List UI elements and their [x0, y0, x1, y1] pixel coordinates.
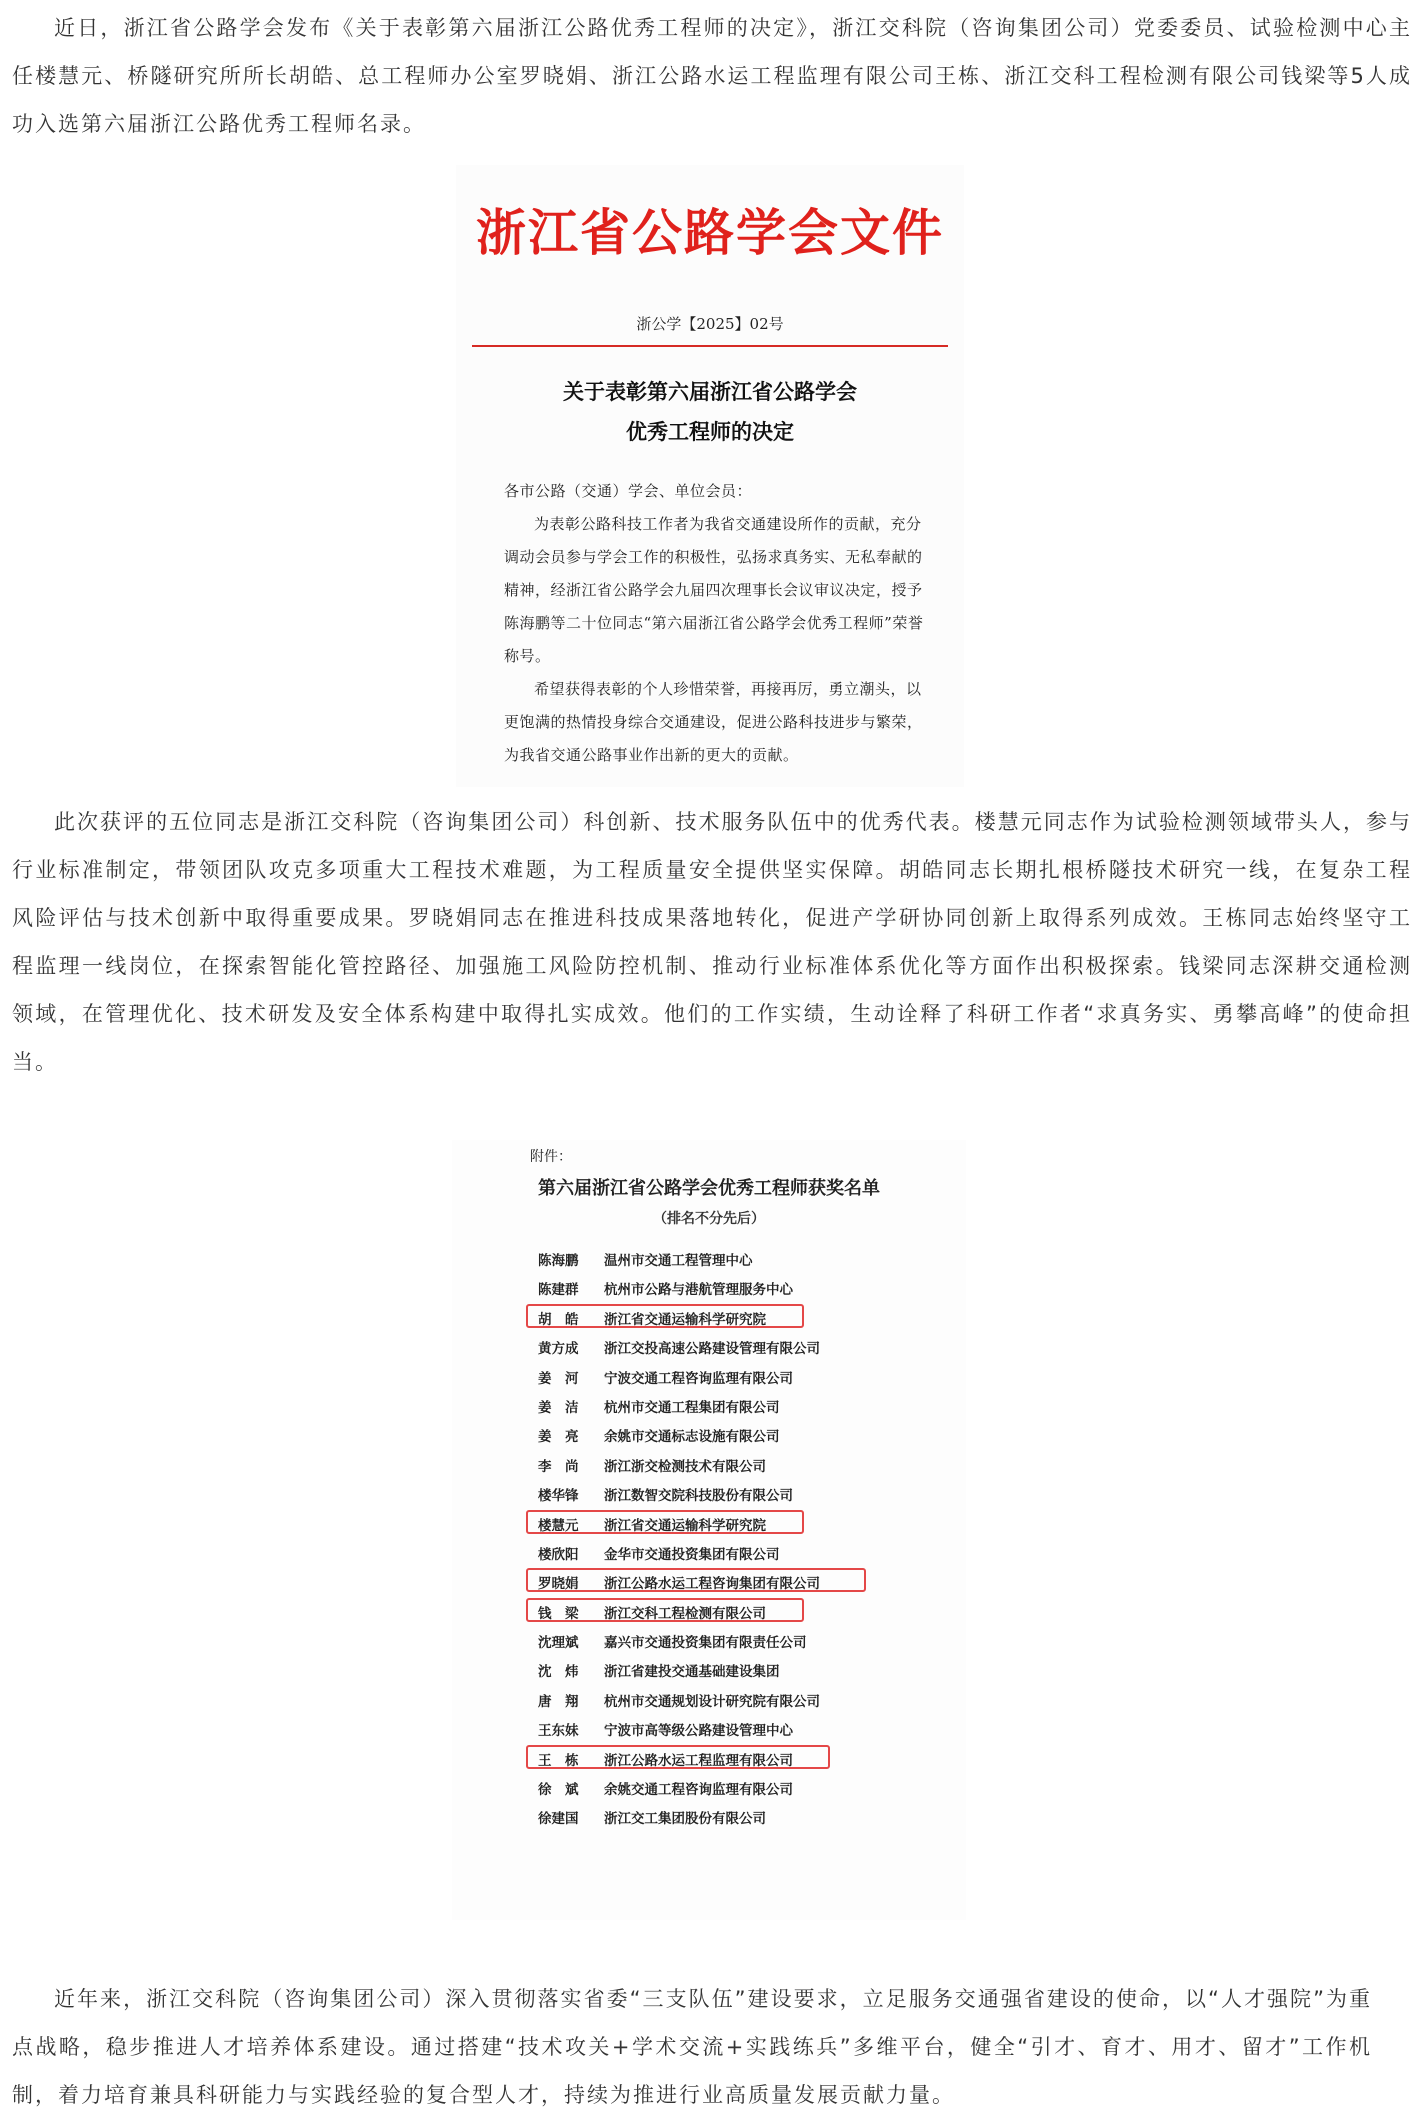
list-item [452, 1772, 966, 1801]
list-item [452, 1684, 966, 1713]
entry-name: 王 栋 [538, 1752, 579, 1769]
header-divider [472, 345, 948, 347]
entry-name: 徐建国 [538, 1811, 579, 1828]
list-item [452, 1272, 966, 1301]
award-list [452, 1243, 966, 1831]
document-salutation: 各市公路（交通）学会、单位会员： [504, 482, 753, 500]
entry-org: 宁波交通工程咨询监理有限公司 [604, 1370, 793, 1387]
list-item [452, 1331, 966, 1360]
award-list-image [452, 1140, 966, 1920]
list-item [452, 1625, 966, 1654]
list-item [452, 1537, 966, 1566]
list-item-highlighted [452, 1508, 966, 1537]
list-item [452, 1419, 966, 1448]
entry-name: 沈 炜 [538, 1664, 579, 1681]
entry-org: 浙江公路水运工程监理有限公司 [604, 1752, 793, 1769]
entry-org: 金华市交通投资集团有限公司 [604, 1546, 780, 1563]
document-number: 浙公学【2025】02号 [636, 315, 784, 333]
entry-org: 浙江交科工程检测有限公司 [604, 1605, 766, 1622]
entry-name: 罗晓娟 [538, 1576, 579, 1593]
list-item [452, 1713, 966, 1742]
closing-paragraph: 近年来，浙江交科院（咨询集团公司）深入贯彻落实省委“三支队伍”建设要求，立足服务交通强省建设的使命，以“人才强院”为重点战略，稳步推进人才培养体系建设。通过搭建“技术攻关+学术交流+实践练兵”多维平台，健全“引才、育才、用才、留才”工作机制，着力培育兼具科研能力与实践经验的复合型人才，持续为推进行业高质量发展贡献力量。 [12, 1987, 1372, 2107]
entry-name: 王东妹 [538, 1723, 579, 1740]
document-title [456, 372, 964, 452]
entry-name: 李 尚 [538, 1458, 579, 1475]
list-item [452, 1801, 966, 1830]
list-item-highlighted [452, 1302, 966, 1331]
entry-name: 唐 翔 [538, 1693, 579, 1710]
document-title-line1: 关于表彰第六届浙江省公路学会 [563, 379, 857, 404]
list-subtitle: （排名不分先后） [653, 1211, 765, 1227]
list-item-highlighted [452, 1743, 966, 1772]
entry-name: 陈海鹏 [538, 1253, 579, 1269]
entry-name: 钱 梁 [538, 1605, 579, 1622]
entry-org: 浙江公路水运工程咨询集团有限公司 [604, 1576, 820, 1593]
entry-org: 余姚市交通标志设施有限公司 [604, 1429, 780, 1446]
entry-org: 杭州市交通规划设计研究院有限公司 [604, 1693, 820, 1710]
list-item-highlighted [452, 1596, 966, 1625]
intro-paragraph: 近日，浙江省公路学会发布《关于表彰第六届浙江公路优秀工程师的决定》，浙江交科院（咨询集团公司）党委委员、试验检测中心主任楼慧元、桥隧研究所所长胡皓、总工程师办公室罗晓娟、浙江公路水运工程监理有限公司王栋、浙江交科工程检测有限公司钱梁等5人成功入选第六届浙江公路优秀工程师名录。 [12, 16, 1412, 136]
decision-document-image [456, 165, 964, 787]
entry-name: 徐 斌 [538, 1782, 579, 1799]
entry-org: 温州市交通工程管理中心 [604, 1253, 753, 1269]
entry-org: 浙江省交通运输科学研究院 [604, 1517, 766, 1534]
entry-org: 浙江省交通运输科学研究院 [604, 1311, 766, 1328]
entry-org: 杭州市交通工程集团有限公司 [604, 1399, 780, 1416]
document-header: 浙江省公路学会文件 [476, 204, 944, 262]
list-item [452, 1654, 966, 1683]
entry-name: 胡 皓 [538, 1311, 579, 1328]
body-paragraph: 此次获评的五位同志是浙江交科院（咨询集团公司）科创新、技术服务队伍中的优秀代表。楼慧元同志作为试验检测领域带头人，参与行业标准制定，带领团队攻克多项重大工程技术难题，为工程质量安全提供坚实保障。胡皓同志长期扎根桥隧技术研究一线，在复杂工程风险评估与技术创新中取得重要成果。罗晓娟同志在推进科技成果落地转化，促进产学研协同创新上取得系列成效。王栋同志始终坚守工程监理一线岗位，在探索智能化管控路径、加强施工风险防控机制、推动行业标准体系优化等方面作出积极探索。钱梁同志深耕交通检测领域，在管理优化、技术研发及安全体系构建中取得扎实成效。他们的工作实绩，生动诠释了科研工作者“求真务实、勇攀高峰”的使命担当。 [12, 810, 1412, 1074]
entry-name: 姜 亮 [538, 1429, 579, 1446]
entry-org: 浙江浙交检测技术有限公司 [604, 1458, 766, 1475]
list-item [452, 1478, 966, 1507]
entry-name: 楼欣阳 [538, 1546, 579, 1563]
list-title: 第六届浙江省公路学会优秀工程师获奖名单 [538, 1178, 880, 1199]
entry-name: 黄方成 [538, 1341, 579, 1358]
entry-org: 宁波市高等级公路建设管理中心 [604, 1723, 793, 1740]
document-paragraph: 为表彰公路科技工作者为我省交通建设所作的贡献，充分调动会员参与学会工作的积极性，弘扬求真务实、无私奉献的精神，经浙江省公路学会九届四次理事长会议审议决定，授予陈海鹏等二十位同志“第六届浙江省公路学会优秀工程师”荣誉称号。 [504, 515, 924, 665]
entry-name: 陈建群 [538, 1282, 579, 1299]
entry-name: 姜 河 [538, 1370, 579, 1387]
entry-name: 姜 洁 [538, 1399, 579, 1416]
entry-org: 杭州市公路与港航管理服务中心 [604, 1282, 793, 1299]
list-item [452, 1243, 966, 1272]
document-title-line2: 优秀工程师的决定 [626, 419, 794, 444]
entry-org: 浙江交投高速公路建设管理有限公司 [604, 1341, 820, 1358]
list-item [452, 1449, 966, 1478]
list-item [452, 1361, 966, 1390]
list-item-highlighted [452, 1566, 966, 1595]
entry-org: 浙江交工集团股份有限公司 [604, 1811, 766, 1828]
entry-org: 浙江数智交院科技股份有限公司 [604, 1488, 793, 1505]
document-paragraph: 希望获得表彰的个人珍惜荣誉，再接再厉，勇立潮头，以更饱满的热情投身综合交通建设，促进公路科技进步与繁荣，为我省交通公路事业作出新的更大的贡献。 [504, 680, 923, 764]
entry-name: 楼慧元 [538, 1517, 579, 1534]
attachment-label: 附件： [530, 1149, 572, 1165]
entry-org: 嘉兴市交通投资集团有限责任公司 [604, 1635, 807, 1652]
entry-org: 浙江省建投交通基础建设集团 [604, 1664, 780, 1681]
entry-org: 余姚交通工程咨询监理有限公司 [604, 1782, 793, 1799]
list-item [452, 1390, 966, 1419]
entry-name: 沈理斌 [538, 1635, 579, 1652]
entry-name: 楼华锋 [538, 1488, 579, 1505]
